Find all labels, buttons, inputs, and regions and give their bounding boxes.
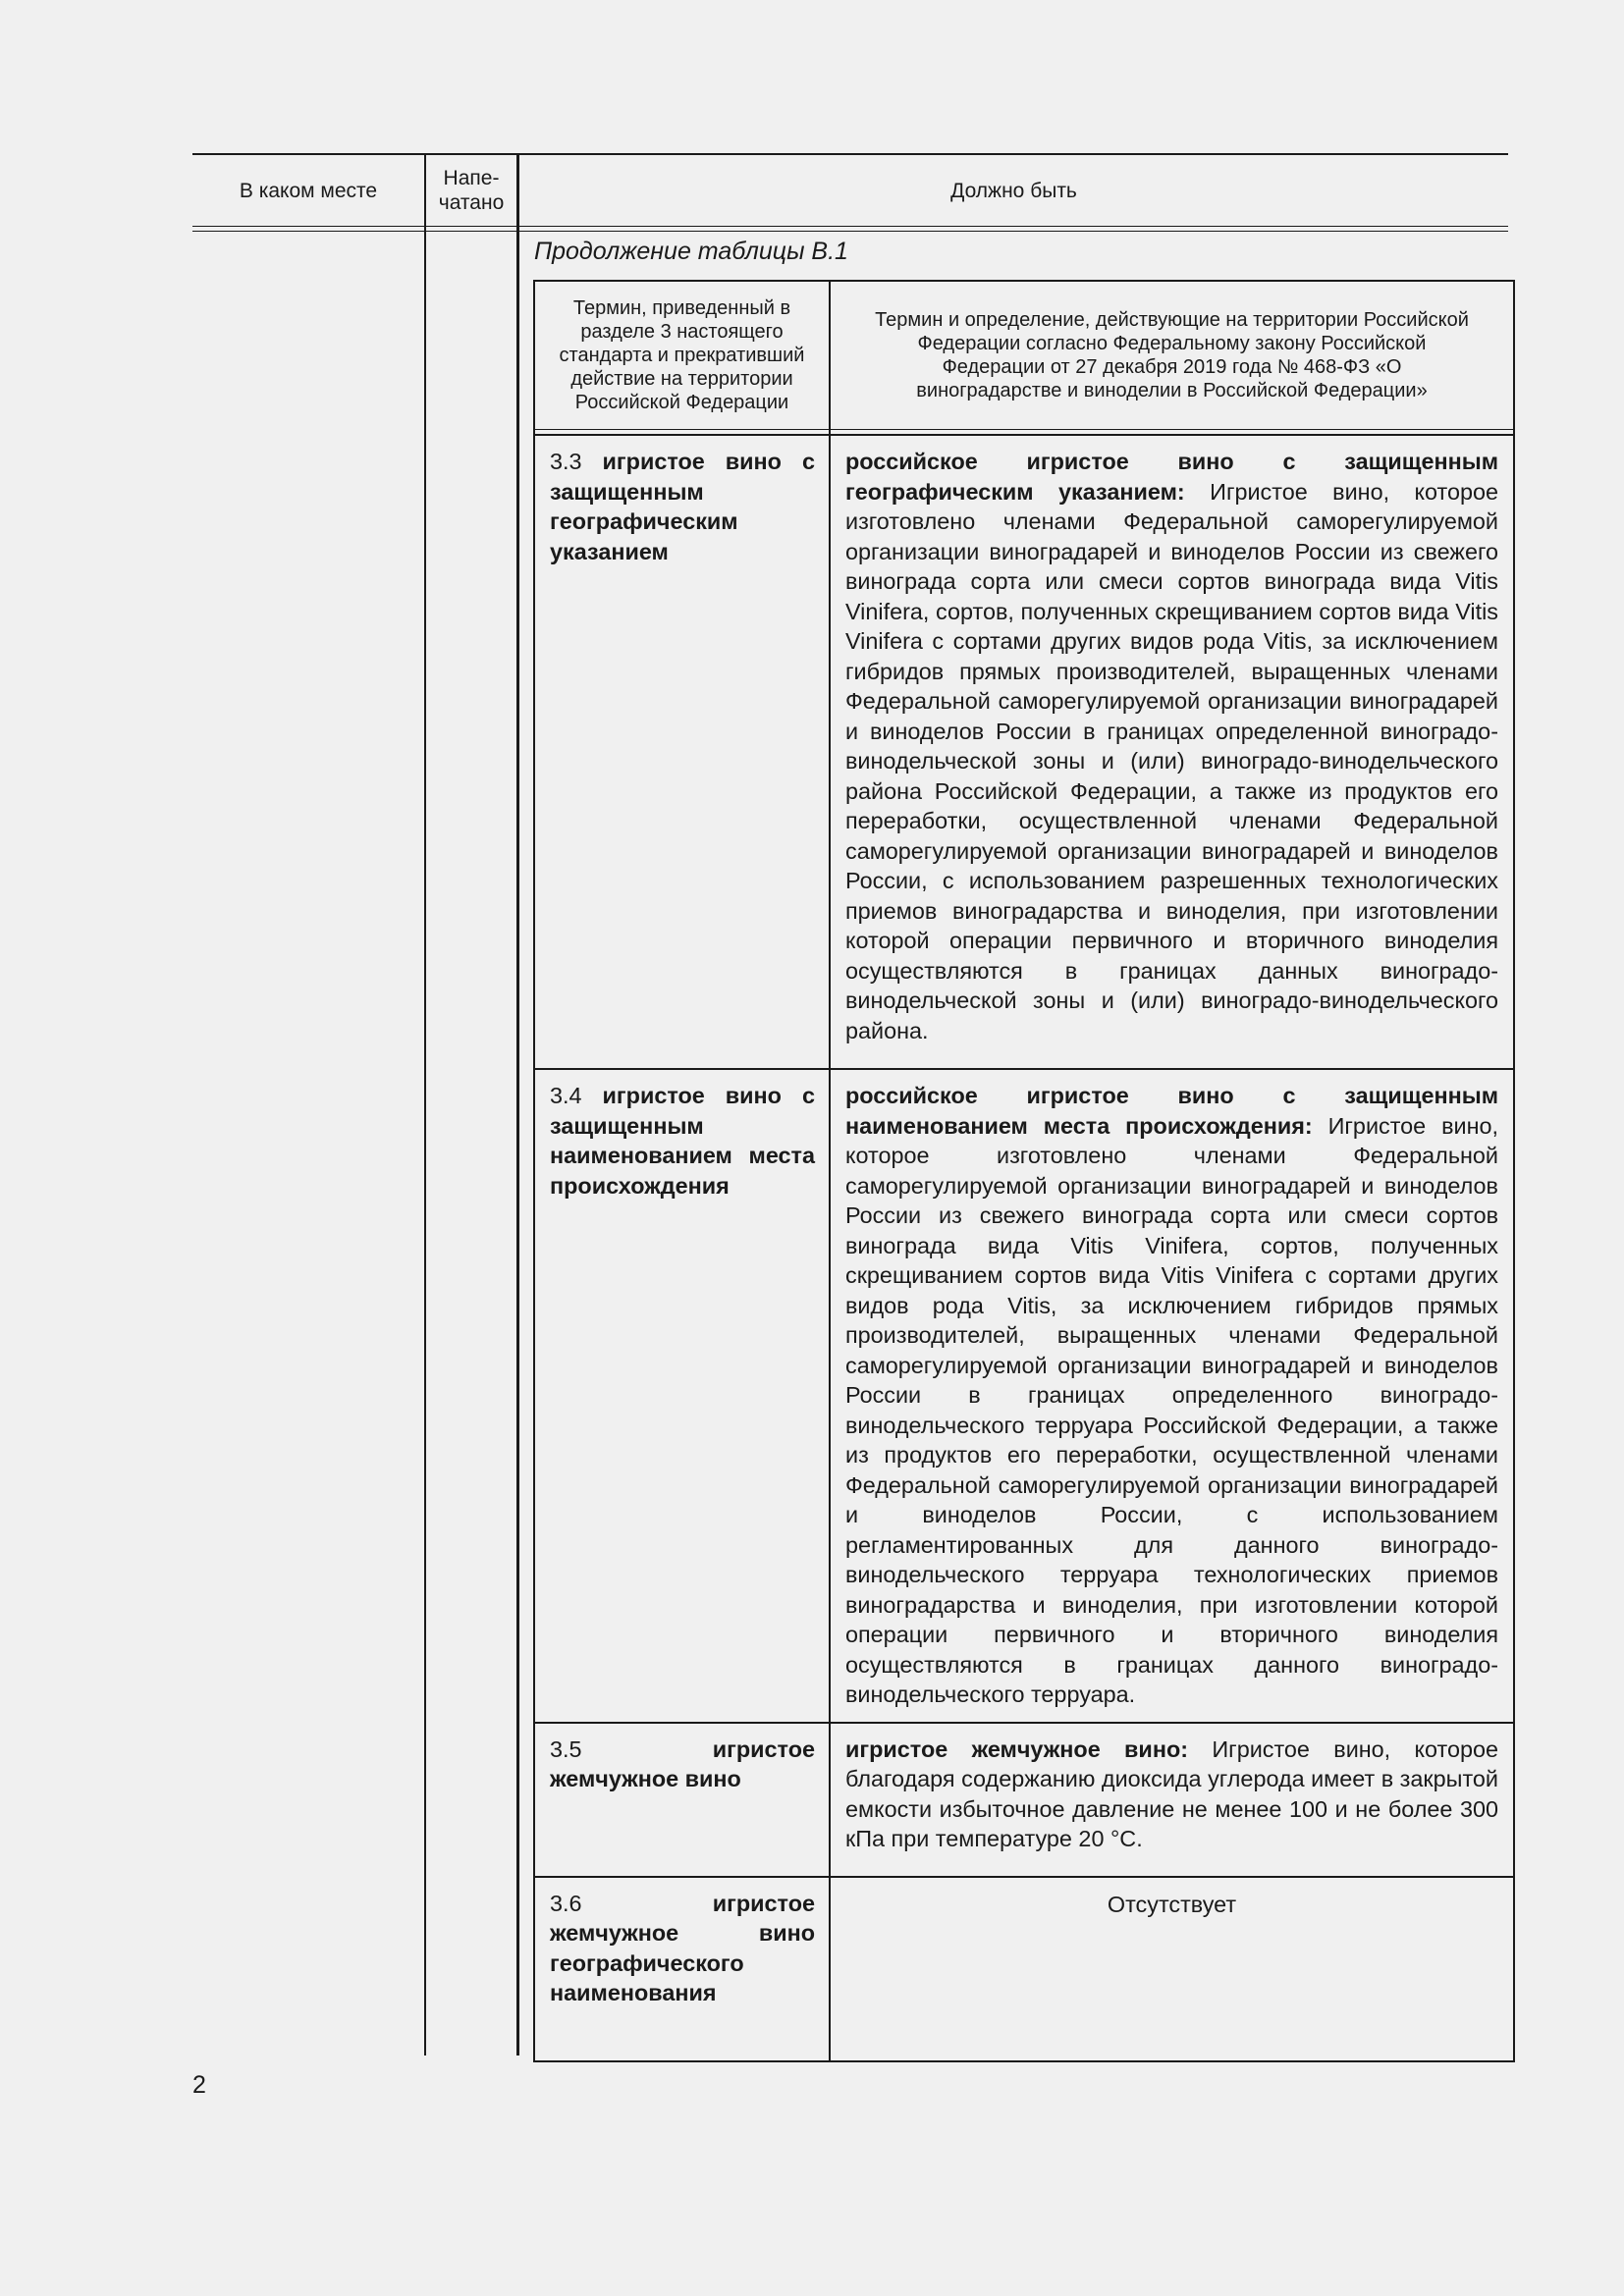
- table-row: [534, 1723, 1514, 1877]
- absent-text: Отсутствует: [1107, 1891, 1237, 1917]
- definition-cell: российское игристое вино с защищенным географическим указанием: Игристое вино, которое изготовлено членами Федеральной саморегулируемой организации виноградарей и виноделов России из свежего винограда сорта или смеси сортов винограда вида Vitis Vinifera, сортов, полученных скрещиванием сортов вида Vitis Vinifera с сортами других видов рода Vitis, за исключением гибридов прямых производителей, выращенных членами Федеральной саморегулируемой организации виноградарей и виноделов России в границах определенной виноградо-винодельческой зоны и (или) виноградо-винодельческого района Российской Федерации, а также из продуктов его переработки, осуществленной членами Федеральной саморегулируемой организации виноградарей и виноделов России, с использованием разрешенных технологических приемов виноградарства и виноделия, при изготовлении которой операции первичного и вторичного виноделия осуществляются в границах данных виноградо-винодельческой зоны и (или) виноградо-винодельческого района.: [830, 435, 1514, 1069]
- outer-header-border-double: [192, 231, 1508, 232]
- outer-column-divider-1: [424, 153, 426, 2056]
- outer-column-divider-2: [516, 153, 519, 2056]
- term-cell: 3.6 игристое жемчужное вино географического наименования: [534, 1877, 830, 2061]
- table-row: [534, 435, 1514, 1069]
- page-number: 2: [192, 2071, 206, 2099]
- table-continuation-caption: Продолжение таблицы В.1: [534, 238, 848, 265]
- header-printed: Напе- чатано: [438, 167, 505, 214]
- terms-header-col2: Термин и определение, действующие на территории Российской Федерации согласно Федеральному закону Российской Федерации от 27 декабря 2019 года № 468-ФЗ «О виноградарстве и виноделии в Российской Федерации»: [830, 281, 1514, 430]
- definition-cell: российское игристое вино с защищенным наименованием места происхождения: Игристое вино, которое изготовлено членами Федеральной саморегулируемой организации виноградарей и виноделов России из свежего винограда сорта или смеси сортов винограда вида Vitis Vinifera, сортов, полученных скрещиванием сортов вида Vitis Vinifera с сортами других видов рода Vitis, за исключением гибридов прямых производителей, выращенных членами Федеральной саморегулируемой организации виноградарей и виноделов России в границах определенного виноградо-винодельческого терруара Российской Федерации, а также из продуктов его переработки, осуществленной членами Федеральной саморегулируемой организации виноградарей и виноделов России, с использованием регламентированных для данного виноградо-винодельческого терруара технологических приемов виноградарства и виноделия, при изготовлении которой операции первичного и вторичного виноделия осуществляются в границах данного виноградо-винодельческого терруара.: [830, 1069, 1514, 1723]
- header-where: В каком месте: [239, 179, 378, 202]
- term-cell: 3.5 игристое жемчужное вино: [534, 1723, 830, 1877]
- table-row: [534, 1069, 1514, 1723]
- term-cell: 3.3 игристое вино с защищенным географическим указанием: [534, 435, 830, 1069]
- definition-cell: [830, 1877, 1514, 2061]
- header-should-be: Должно быть: [950, 179, 1077, 202]
- terms-header-col1: Термин, приведенный в разделе 3 настоящего стандарта и прекративший действие на территории Российской Федерации: [534, 281, 830, 430]
- definition-cell: игристое жемчужное вино: Игристое вино, которое благодаря содержанию диоксида углерода имеет в закрытой емкости избыточное давление не менее 100 и не более 300 кПа при температуре 20 °С.: [830, 1723, 1514, 1877]
- terms-table: [533, 280, 1515, 2062]
- term-cell: 3.4 игристое вино с защищенным наименованием места происхождения: [534, 1069, 830, 1723]
- table-row: [534, 1877, 1514, 2061]
